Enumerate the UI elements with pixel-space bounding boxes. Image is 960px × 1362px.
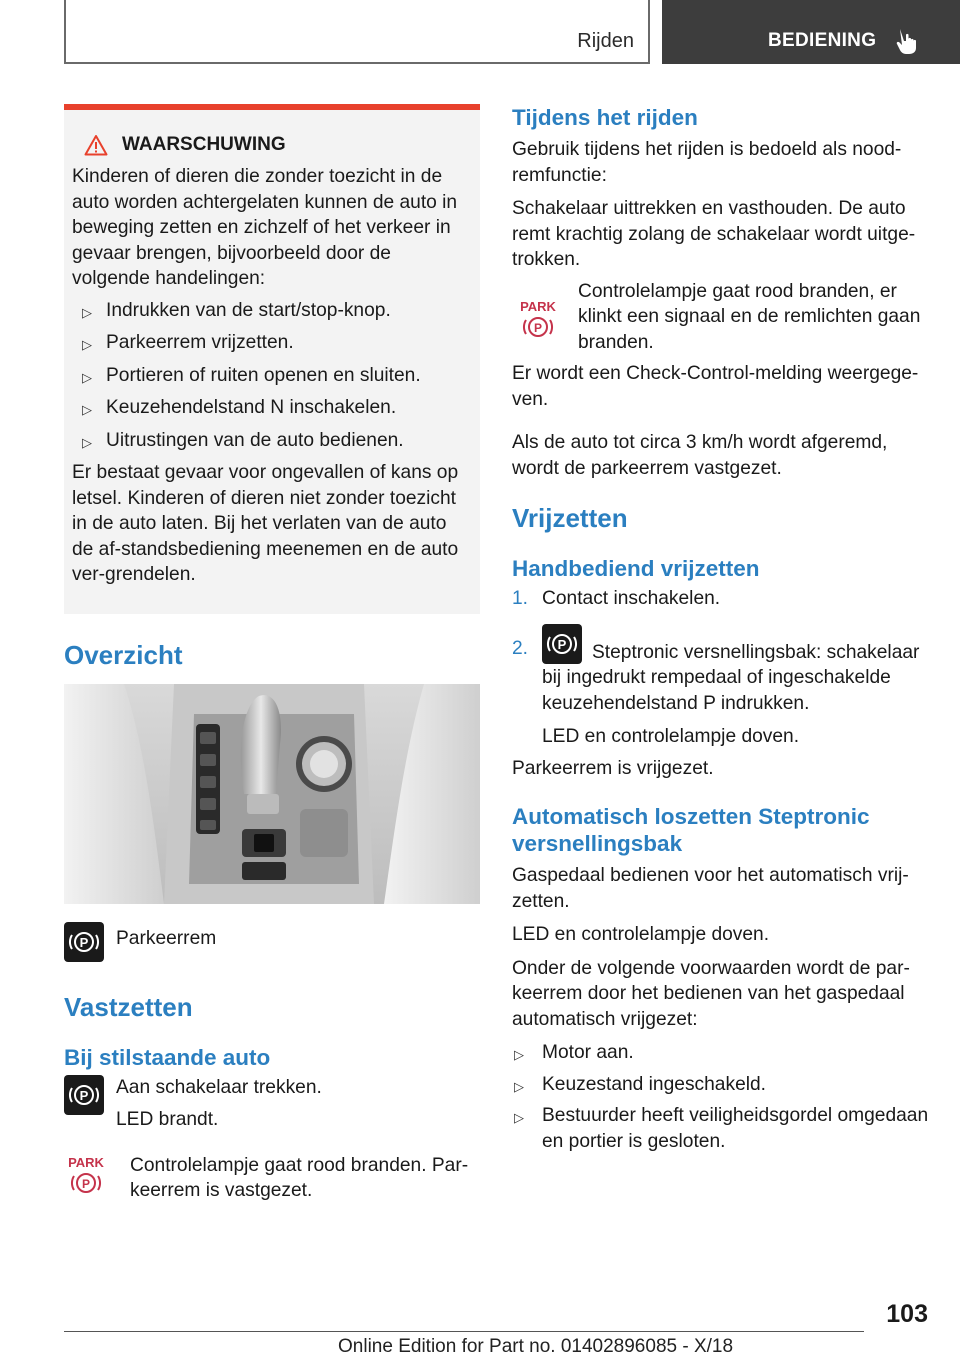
parking-brake-button-icon	[542, 624, 582, 664]
rijden-p1: Gebruik tijdens het rijden is bedoeld als nood-remfunctie:	[512, 139, 902, 186]
vrijzetten-steps	[512, 586, 930, 750]
handbediend-heading: Handbediend vrijzetten	[512, 556, 760, 581]
header-chapter-title: BEDIENING	[768, 30, 877, 51]
warning-title	[72, 134, 472, 156]
vrijzetten-result: Parkeerrem is vrijgezet.	[512, 757, 714, 779]
automatisch-p3: Onder de volgende voorwaarden wordt de par-keerrem door het bedienen van het gaspedaal automatisch vrijgezet:	[512, 957, 910, 1030]
park-indicator-icon	[64, 1151, 108, 1197]
automatisch-list	[512, 1040, 930, 1154]
warning-outro: Er bestaat gevaar voor ongevallen of kans op letsel. Kinderen of dieren niet zonder toezicht in de auto laten. Bij het verlaten van de auto de af-standsbediening meenemen en de auto ver-grendelen.	[72, 462, 459, 585]
list-item: ▷ Uitrustingen van de auto bedienen.	[72, 428, 472, 454]
rijden-p2: Schakelaar uittrekken en vasthouden. De auto remt krachtig zolang de schakelaar wordt uitge-trokken.	[512, 198, 916, 270]
triangle-bullet-icon: ▷	[514, 1078, 524, 1094]
triangle-bullet-icon: ▷	[514, 1047, 524, 1062]
svg-text:P: P	[81, 1176, 91, 1191]
rijden-indicator	[512, 279, 930, 356]
parkeerrem-legend	[64, 922, 480, 962]
hand-pointer-icon	[894, 26, 922, 56]
warning-list	[72, 298, 472, 454]
step2-note: LED en controlelampje doven.	[542, 726, 800, 747]
warning-title-text: WAARSCHUWING	[122, 134, 286, 155]
list-item: ▷ Keuzehendelstand N inschakelen.	[72, 395, 472, 421]
park-indicator-icon	[516, 295, 560, 341]
center-console-photo	[64, 684, 480, 904]
rijden-heading: Tijdens het rijden	[512, 105, 698, 130]
page-number: 103	[886, 1300, 928, 1328]
left-column	[64, 104, 480, 1204]
warning-triangle-icon	[84, 134, 108, 156]
svg-text:PARK: PARK	[520, 298, 556, 314]
list-item: ▷ Portieren of ruiten openen en sluiten.	[72, 363, 472, 389]
overzicht-heading: Overzicht	[64, 639, 183, 670]
warning-intro: Kinderen of dieren die zonder toezicht in de auto worden achtergelaten kunnen de auto in beweging zetten en zichzelf of het verkeer in gevaar brengen, bijvoorbeeld door de volgende handelingen:	[72, 166, 458, 289]
header-section-title: Rijden	[577, 30, 634, 52]
vastzetten-instruction	[64, 1075, 480, 1133]
triangle-bullet-icon: ▷	[82, 402, 92, 417]
triangle-bullet-icon: ▷	[82, 434, 92, 450]
stilstaande-heading: Bij stilstaande auto	[64, 1044, 271, 1070]
list-item: ▷ Bestuurder heeft veiligheidsgordel omgedaan en portier is gesloten.	[514, 1105, 929, 1152]
svg-text:P: P	[79, 934, 89, 950]
automatisch-heading: Automatisch loszetten Steptronic versnellingsbak	[512, 804, 870, 856]
right-column	[512, 104, 930, 1160]
list-item: ▷ Motor aan.	[512, 1040, 930, 1066]
vastzetten-park-text: Controlelampje gaat rood branden. Par-keerrem is vastgezet.	[130, 1154, 469, 1201]
rijden-park-text: Controlelampje gaat rood branden, er klinkt een signaal en de remlichten gaan branden.	[578, 280, 921, 353]
svg-text:P: P	[533, 320, 543, 335]
footer-divider	[64, 1331, 864, 1332]
header-chapter-box	[662, 0, 960, 64]
header-section-box	[64, 0, 650, 64]
step-number: 2.	[512, 637, 529, 659]
footer-edition: Online Edition for Part no. 01402896085 - X/18	[338, 1336, 734, 1357]
warning-box	[64, 104, 480, 614]
vrijzetten-heading: Vrijzetten	[512, 503, 628, 533]
rijden-p4: Als de auto tot circa 3 km/h wordt afgeremd, wordt de parkeerrem vastgezet.	[512, 432, 888, 479]
vastzetten-line2: LED brandt.	[116, 1109, 219, 1130]
step-number: 1.	[512, 588, 529, 609]
automatisch-p2: LED en controlelampje doven.	[512, 924, 770, 945]
rijden-p3: Er wordt een Check-Control-melding weergege-ven.	[512, 363, 919, 410]
svg-text:P: P	[79, 1087, 89, 1103]
triangle-bullet-icon: ▷	[82, 369, 92, 385]
vastzetten-indicator	[64, 1151, 480, 1204]
vastzetten-line1: Aan schakelaar trekken.	[116, 1076, 322, 1098]
parking-brake-button-icon	[64, 1075, 104, 1115]
list-item: ▷ Indrukken van de start/stop-knop.	[72, 298, 472, 324]
triangle-bullet-icon: ▷	[514, 1110, 524, 1125]
svg-text:PARK: PARK	[68, 1154, 104, 1170]
list-item: 2. P Steptronic versnellingsbak: schakelaar bij ingedrukt rempedaal of ingeschakelde keuzehendelstand P indrukken. LED en controlelampje doven.	[512, 624, 930, 750]
list-item: 1. Contact inschakelen.	[512, 586, 930, 612]
automatisch-p1: Gaspedaal bedienen voor het automatisch vrij-zetten.	[512, 865, 909, 912]
list-item: ▷ Keuzestand ingeschakeld.	[512, 1072, 930, 1098]
svg-text:P: P	[557, 636, 567, 652]
list-item: ▷ Parkeerrem vrijzetten.	[72, 330, 472, 356]
parkeerrem-caption: Parkeerrem	[116, 927, 217, 949]
parking-brake-button-icon	[64, 922, 104, 962]
vastzetten-heading: Vastzetten	[64, 991, 193, 1022]
triangle-bullet-icon: ▷	[82, 304, 92, 320]
triangle-bullet-icon: ▷	[82, 337, 92, 352]
